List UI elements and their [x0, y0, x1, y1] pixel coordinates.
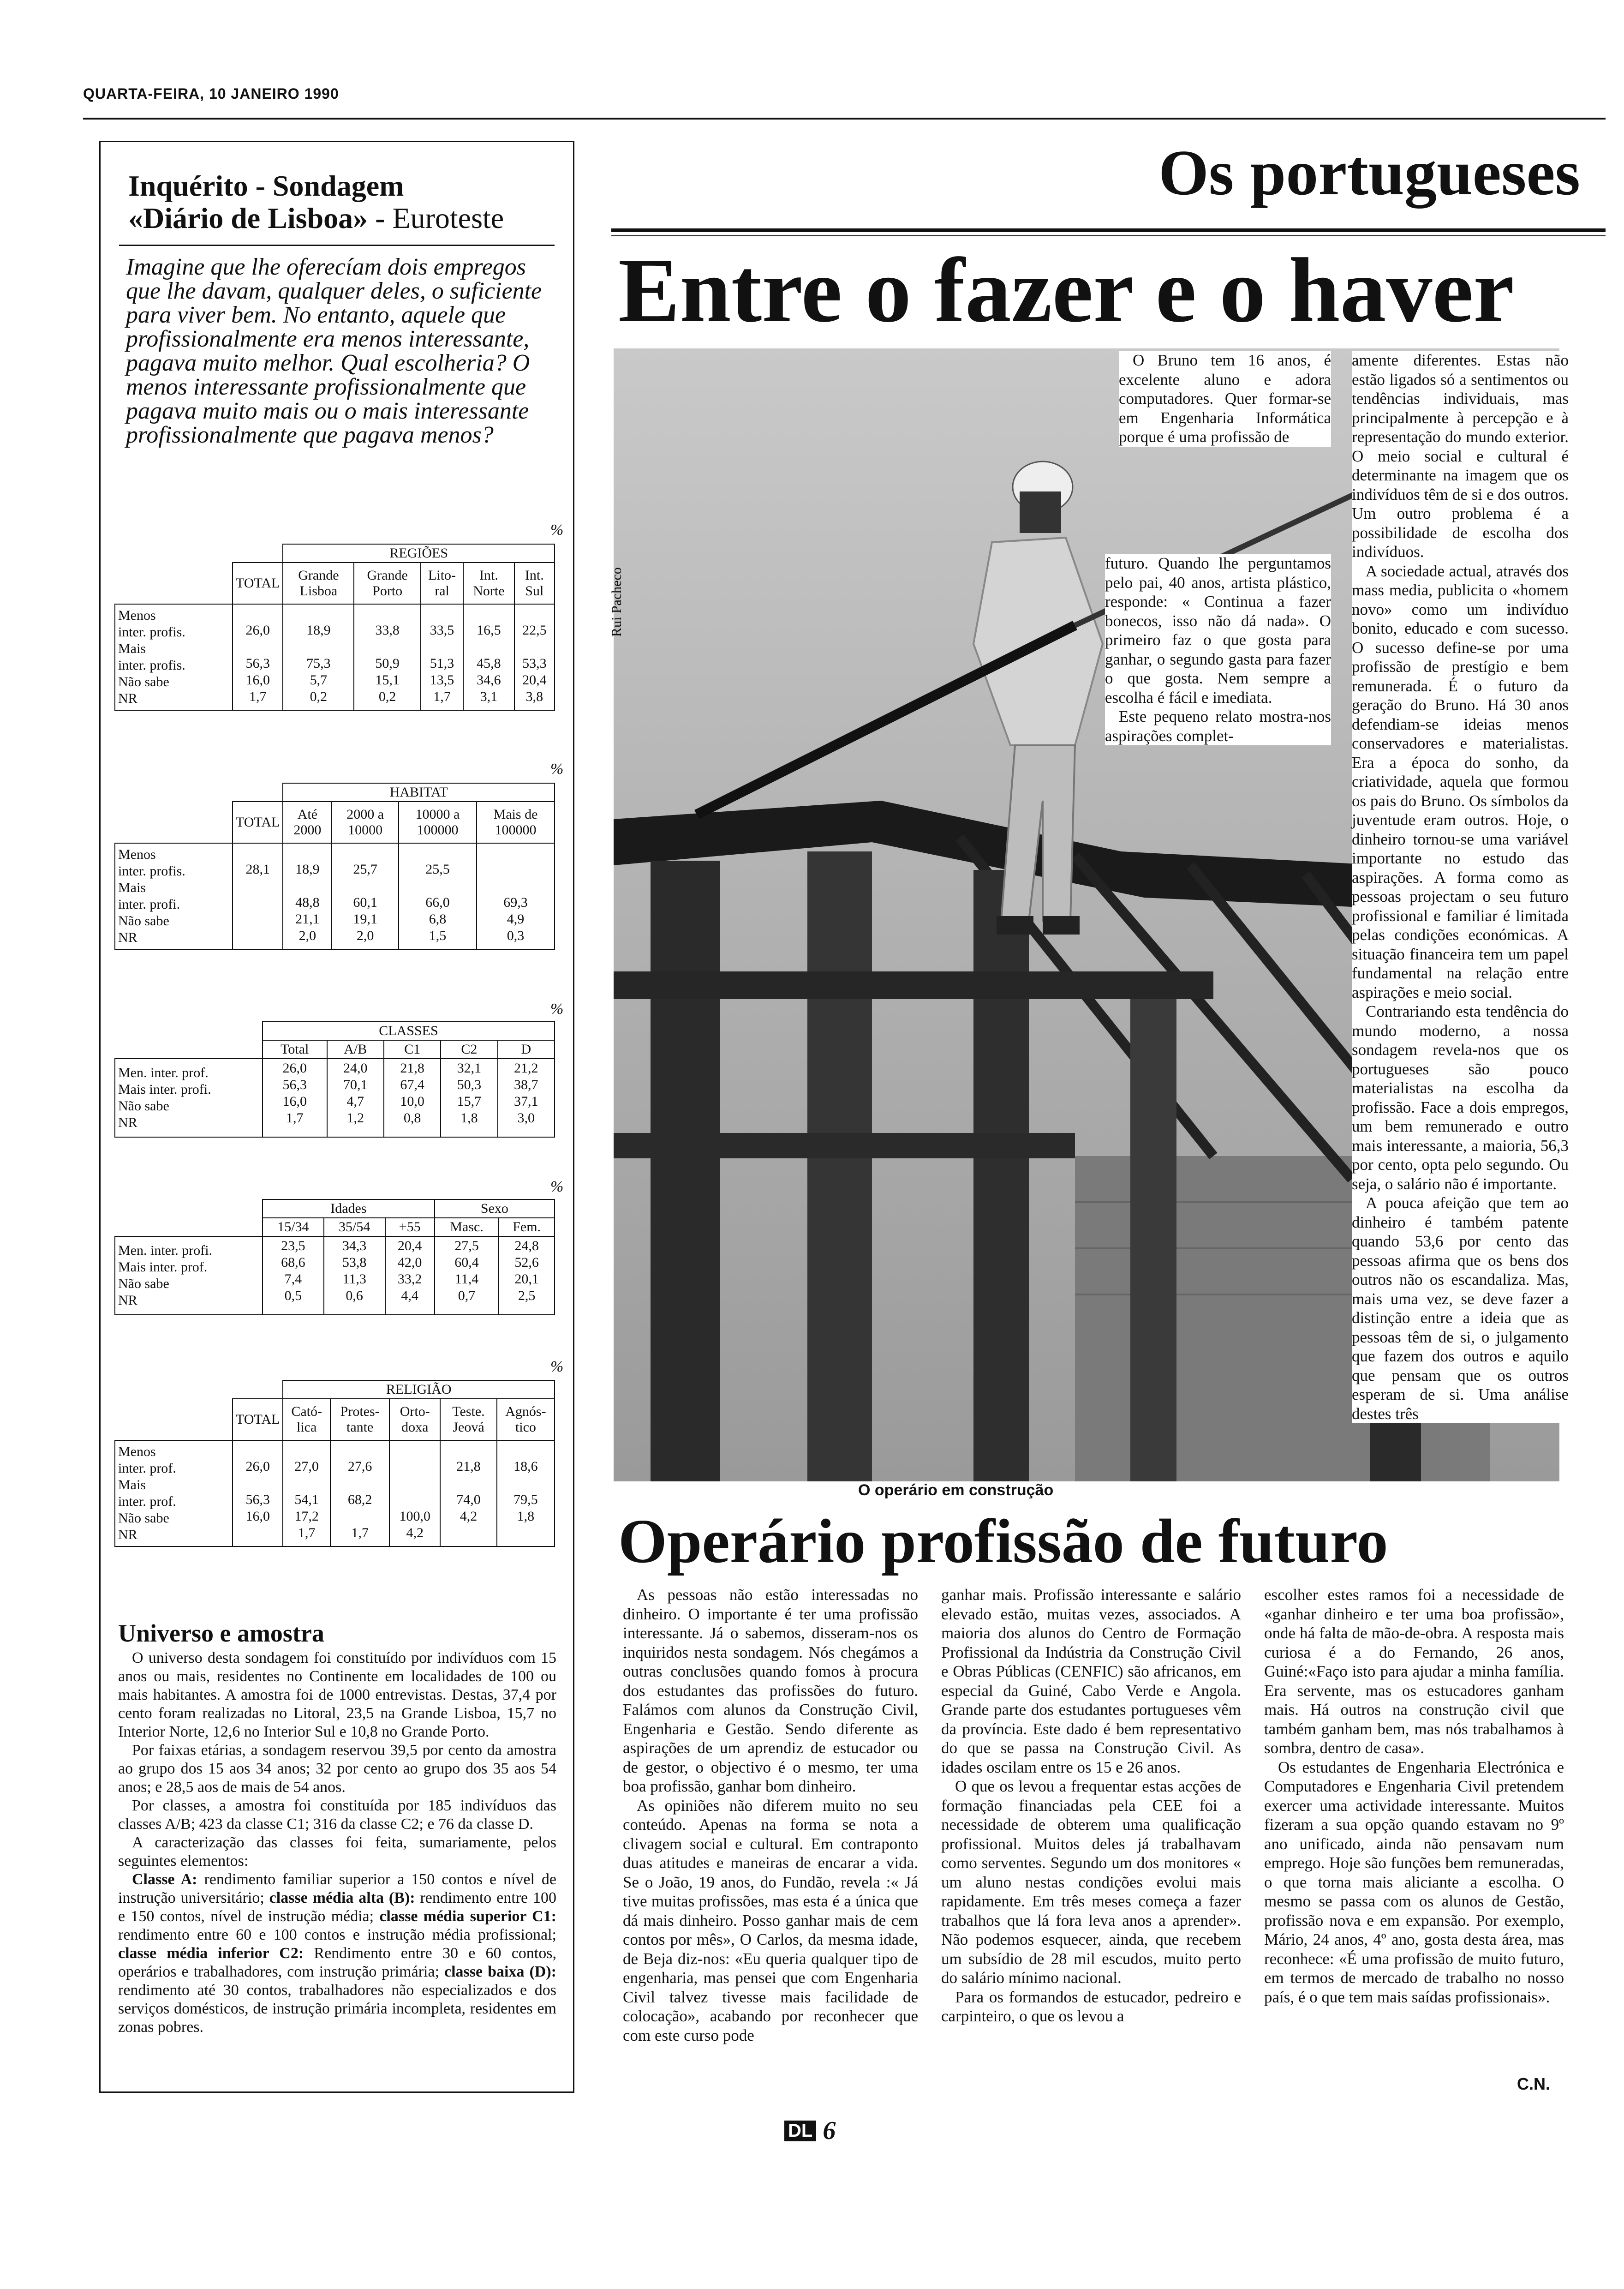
article2-paragraph: ganhar mais. Profissão interessante e salário elevado estão, muitas vezes, associados. A maioria dos alunos do Centro de Formação Profissional da Indústria da Construção Civil e Obras Públicas (CENFIC) são africanos, em especial da Guiné, Cabo Verde e Angola. Grande parte dos estudantes portugueses vêm da província. Este dado é bem representativo do que se passa na Construção Civil. As idades oscilam entre os 15 e 26 anos.	[941, 1586, 1241, 1776]
table-classes	[114, 1021, 555, 1138]
col-header: Grande Lisboa	[283, 563, 354, 604]
dateline: QUARTA-FEIRA, 10 JANEIRO 1990	[83, 85, 339, 102]
universe-paragraph: Por classes, a amostra foi constituída por 185 indivíduos das classes A/B; 423 da classe C1; 316 da classe C2; e 76 da classe D.	[118, 1797, 556, 1833]
col-header: Total	[263, 1040, 327, 1059]
article1-paragraph: A pouca afeição que tem ao dinheiro é também patente quando 53,6 por cento das pessoas afirma que os bens dos outros não os escandaliza. Mas, mais uma vez, se deve fazer a distinção entre a ideia que as pessoas têm de si, o julgamento que fazem dos outros e aquilo que pensam que os outros esperam de si. Uma análise destes três	[1352, 1194, 1569, 1423]
class-label: classe média inferior C2:	[118, 1945, 304, 1962]
pct-mark: %	[550, 1001, 564, 1018]
col-header: 35/54	[324, 1218, 385, 1236]
class-text: rendimento entre 100 e 150 contos, nível de instrução média;	[118, 1889, 556, 1925]
article2-paragraph: Os estudantes de Engenharia Electrónica e Computadores e Engenharia Civil pretendem exercer uma actividade interessante. Muitos fizeram a sua opção quando estavam no 9º ano unificado, ainda não pensavam num emprego. Hoje são funções bem remuneradas, o que torna mais aliciante a escolha. O mesmo se passa com os alunos de Gestão, profissão nova e em expansão. Por exemplo, Mário, 24 anos, 4º ano, gosta desta área, mas reconhece: «É uma profissão de muito futuro, em termos de mercado de trabalho no nosso país, é o que tem mais saídas profissionais».	[1264, 1758, 1564, 2006]
col-header: Agnós-tico	[497, 1399, 555, 1440]
article2-paragraph: As opiniões não diferem muito no seu conteúdo. Apenas na forma se nota a clivagem social e cultural. Em contraponto duas atitudes e maneiras de encarar a vida. Se o João, 19 anos, do Fundão, revela :« Já tive muitas profissões, mas esta é a única que dá mais dinheiro. Posso ganhar mais de cem contos por mês», O Carlos, da mesma idade, de Beja diz-nos: «Eu queria qualquer tipo de engenharia, mas pensei que com Engenharia Civil talvez tivesse mais facilidade de colocação», acabando por reconhecer que com este curso pode	[623, 1796, 918, 2044]
col-header: Int. Norte	[463, 563, 514, 604]
class-label: classe baixa (D):	[444, 1963, 556, 1980]
col-header: Mais de 100000	[477, 802, 555, 843]
col-values: 34,3 53,8 11,3 0,6	[324, 1236, 385, 1315]
col-header: Masc.	[435, 1218, 499, 1236]
table-religion	[114, 1380, 555, 1547]
page-number	[784, 2114, 836, 2145]
col-values: 28,1	[233, 843, 283, 949]
col-values: 23,5 68,6 7,4 0,5	[263, 1236, 324, 1315]
table-age-sex	[114, 1199, 555, 1315]
survey-title-paper: «Diário de Lisboa» -	[128, 202, 393, 234]
main-headline: Entre o fazer e o haver	[618, 240, 1514, 342]
col-values: 33,8 50,9 15,1 0,2	[354, 604, 420, 710]
universe-paragraph: A caracterização das classes foi feita, sumariamente, pelos seguintes elementos:	[118, 1834, 556, 1870]
article2-paragraph: escolher estes ramos foi a necessidade de «ganhar dinheiro e ter uma boa profissão», onde há falta de mão-de-obra. A resposta mais curiosa é a do Fernando, 26 anos, Guiné:«Faço isto para ajudar a minha família. Era servente, mas os estucadores ganham mais. Há outros na construção civil que também ganham bem, mas nós trabalhamos à sombra, dentro de casa».	[1264, 1586, 1564, 1757]
col-header: Protes-tante	[330, 1399, 389, 1440]
class-text: rendimento entre 60 e 100 contos e instrução média profissional;	[118, 1926, 556, 1943]
col-values: 22,5 53,3 20,4 3,8	[514, 604, 555, 710]
religion-group: RELIGIÃO	[283, 1380, 555, 1399]
author-signature: C.N.	[1517, 2074, 1550, 2093]
col-values: 27,5 60,4 11,4 0,7	[435, 1236, 499, 1315]
col-values: 27,6 68,2 1,7	[330, 1440, 389, 1546]
universe-paragraph: Por faixas etárias, a sondagem reservou 39,5 por cento da amostra ao grupo dos 15 aos 34 anos; 32 por cento ao grupo dos 35 aos 54 anos; e 28,5 aos de mais de 54 anos.	[118, 1742, 556, 1796]
class-definitions	[118, 1870, 556, 2037]
col-header: TOTAL	[233, 563, 283, 604]
page-number-value: 6	[823, 2116, 836, 2145]
article2-paragraph: Para os formandos de estucador, pedreiro e carpinteiro, o que os levou a	[941, 1988, 1241, 2025]
col-header: C1	[384, 1040, 441, 1059]
universe-paragraph: O universo desta sondagem foi constituído por indivíduos com 15 anos ou mais, residentes no Continente em localidades de 100 ou mais habitantes. A amostra foi de 1000 entrevistas. Destas, 37,4 por cento foram realizadas no Litoral, 23,5 na Grande Lisboa, 15,7 no Interior Norte, 12,6 no Interior Sul e 10,8 no Grande Porto.	[118, 1649, 556, 1740]
col-values: 33,5 51,3 13,5 1,7	[421, 604, 463, 710]
universe-title: Universo e amostra	[118, 1619, 324, 1647]
article1-paragraph: Contrariando esta tendência do mundo moderno, a nossa sondagem revela-nos que os portugueses são pouco materialistas na escolha da profissão. Face a dois empregos, um bem remunerado e outro mais interessante, a maioria, 56,3 por cento, opta pelo segundo. Ou seja, o salário não é importante.	[1352, 1002, 1569, 1193]
survey-box	[99, 141, 574, 2093]
survey-title-pollster: Euroteste	[392, 202, 504, 234]
class-label: classe média superior C1:	[379, 1908, 556, 1925]
col-values: 27,0 54,1 17,2 1,7	[283, 1440, 330, 1546]
article1-column3	[1352, 351, 1569, 1423]
regions-group: REGIÕES	[283, 544, 555, 563]
row-labels: Menos inter. profis. Mais inter. profi. Não sabe NR	[115, 843, 233, 949]
col-header: Int. Sul	[514, 563, 555, 604]
pct-mark: %	[550, 761, 564, 778]
article1-paragraph: A sociedade actual, através dos mass media, publicita o «homem novo» como um indivíduo bonito, educado e com sucesso. O sucesso define-se por uma profissão de prestígio e bem remunerada. É o futuro da geração do Bruno. Há 30 anos defendiam-se ideias menos conservadores e materialistas. Era a época do sonho, da criatividade, aquela que formou os pais do Bruno. Os símbolos da juventude eram outros. Hoje, o dinheiro tornou-se uma variável importante no estudo das aspirações. A forma como as pessoas projectam o seu futuro profissional e familiar é limitada pelas condições económicas. A situação financeira tem um papel fundamental na relação entre aspirações e meio social.	[1352, 562, 1569, 1001]
article2-column3	[1264, 1585, 1564, 2007]
col-header: Lito-ral	[421, 563, 463, 604]
universe-text	[118, 1649, 556, 2037]
article1-paragraph: futuro. Quando lhe perguntamos pelo pai, 40 anos, artista plástico, responde: « Continua a fazer bonecos, isso não dá nada». O primeiro faz o que gosta para ganhar, o segundo gasta para fazer o que gosta. Nem sempre a escolha é fácil e imediata.	[1105, 554, 1331, 707]
class-label: Classe A:	[132, 1871, 197, 1888]
col-values: 100,0 4,2	[389, 1440, 440, 1546]
col-values: 21,8 67,4 10,0 0,8	[384, 1059, 441, 1137]
col-values: 16,5 45,8 34,6 3,1	[463, 604, 514, 710]
class-text: rendimento até 30 contos, trabalhadores não especializados e dos serviços domésticos, de instrução primária incompleta, residentes em zonas pobres.	[118, 1982, 556, 2036]
col-header: 2000 a 10000	[332, 802, 399, 843]
col-values: 20,4 42,0 33,2 4,4	[385, 1236, 435, 1315]
col-values: 18,9 75,3 5,7 0,2	[283, 604, 354, 710]
kicker-rule	[611, 228, 1606, 232]
article2-column1	[623, 1585, 918, 2045]
class-text: Rendimento entre 30 e 60 contos, operários e trabalhadores, com instrução primária;	[118, 1945, 556, 1980]
kicker-rule-thin	[611, 235, 1606, 236]
col-values: 18,9 48,8 21,1 2,0	[283, 843, 332, 949]
sex-group: Sexo	[435, 1199, 555, 1218]
col-values: 26,0 56,3 16,0 1,7	[263, 1059, 327, 1137]
pct-mark: %	[550, 521, 564, 539]
col-header: Grande Porto	[354, 563, 420, 604]
article2-paragraph: O que os levou a frequentar estas acções de formação financiadas pela CEE foi a necessidade de obterem uma qualificação profissional. Muitos deles já trabalhavam como serventes. Segundo um dos monitores « um aluno nestas condições evolui mais rapidamente. Em três meses começa a fazer trabalhos que lá fora leva anos a aprender». Não podemos esquecer, ainda, que recebem um subsídio de 28 mil escudos, muito perto do salário mínimo nacional.	[941, 1777, 1241, 1987]
age-group: Idades	[263, 1199, 435, 1218]
top-rule	[83, 118, 1606, 120]
col-values: 24,8 52,6 20,1 2,5	[499, 1236, 555, 1315]
pct-mark: %	[550, 1178, 564, 1195]
article2-paragraph: As pessoas não estão interessadas no dinheiro. O importante é ter uma profissão interessante. Já o sabemos, disseram-nos os inquiridos nesta sondagem. Nós chegámos a outras conclusões quando fomos à procura dos estudantes das profissões do futuro. Falámos com alunos da Construção Civil, Engenharia e Gestão. Sendo diferente as aspirações de um aprendiz de estucador ou de gestor, o objectivo é o mesmo, ter uma boa profissão, ganhar bom dinheiro.	[623, 1586, 918, 1795]
col-header: Fem.	[499, 1218, 555, 1236]
class-label: classe média alta (B):	[269, 1889, 415, 1906]
table-regions	[114, 544, 555, 711]
col-header: A/B	[327, 1040, 384, 1059]
article1-middle	[1105, 554, 1331, 745]
col-values: 24,0 70,1 4,7 1,2	[327, 1059, 384, 1137]
col-values: 69,3 4,9 0,3	[477, 843, 555, 949]
col-header: Cató-lica	[283, 1399, 330, 1440]
photo-caption: O operário em construção	[858, 1481, 1054, 1499]
pct-mark: %	[550, 1358, 564, 1375]
col-header: 15/34	[263, 1218, 324, 1236]
table-habitat	[114, 783, 555, 950]
article2-column2	[941, 1585, 1241, 2026]
habitat-group: HABITAT	[283, 783, 555, 802]
col-header: Teste. Jeová	[440, 1399, 497, 1440]
col-header: +55	[385, 1218, 435, 1236]
col-values: 21,2 38,7 37,1 3,0	[498, 1059, 555, 1137]
article1-intro	[1119, 351, 1331, 447]
col-values: 21,8 74,0 4,2	[440, 1440, 497, 1546]
photo-credit: Rui Pacheco	[609, 567, 624, 637]
col-header: TOTAL	[233, 1399, 283, 1440]
col-values: 26,0 56,3 16,0	[233, 1440, 283, 1546]
col-header: D	[498, 1040, 555, 1059]
survey-title-line2	[128, 202, 504, 234]
col-values: 25,7 60,1 19,1 2,0	[332, 843, 399, 949]
col-values: 32,1 50,3 15,7 1,8	[441, 1059, 497, 1137]
article1-paragraph: amente diferentes. Estas não estão ligados só a sentimentos ou tendências individuais, mas principalmente à percepção e à representação do mundo exterior. O meio social e cultural é determinante na imagem que os indivíduos têm de si e dos outros. Um outro problema é a possibilidade de escolha dos indivíduos.	[1352, 351, 1569, 561]
article1-paragraph: O Bruno tem 16 anos, é excelente aluno e adora computadores. Quer formar-se em Engenharia Informática porque é uma profissão de	[1119, 351, 1331, 446]
section-kicker: Os portugueses	[1158, 137, 1580, 209]
second-headline: Operário profissão de futuro	[618, 1507, 1388, 1576]
col-values: 18,6 79,5 1,8	[497, 1440, 555, 1546]
col-header: Até 2000	[283, 802, 332, 843]
row-labels: Men. inter. profi. Mais inter. prof. Não sabe NR	[115, 1236, 263, 1315]
article1-paragraph: Este pequeno relato mostra-nos aspirações complet-	[1105, 707, 1331, 745]
col-header: 10000 a 100000	[399, 802, 477, 843]
survey-rule	[119, 245, 555, 246]
row-labels: Menos inter. prof. Mais inter. prof. Não sabe NR	[115, 1440, 233, 1546]
survey-title-line1: Inquérito - Sondagem	[128, 169, 404, 202]
col-header: TOTAL	[233, 802, 283, 843]
classes-group: CLASSES	[263, 1022, 555, 1040]
class-text: rendimento familiar superior a 150 contos e nível de instrução universitário;	[118, 1871, 556, 1906]
survey-title	[128, 170, 504, 234]
row-labels: Menos inter. profis. Mais inter. profis. Não sabe NR	[115, 604, 233, 710]
col-header: Orto-doxa	[389, 1399, 440, 1440]
col-values: 26,0 56,3 16,0 1,7	[233, 604, 283, 710]
row-labels: Men. inter. prof. Mais inter. profi. Não sabe NR	[115, 1059, 263, 1137]
col-header: C2	[441, 1040, 497, 1059]
newspaper-logo: DL	[784, 2121, 816, 2141]
col-values: 25,5 66,0 6,8 1,5	[399, 843, 477, 949]
survey-question: Imagine que lhe oferecíam dois empregos que lhe davam, qualquer deles, o suficiente para viver bem. No entanto, aquele que profissionalmente era menos interessante, pagava muito melhor. Qual escolheria? O menos interessante profissionalmente que pagava muito mais ou o mais interessante profissionalmente que pagava menos?	[126, 254, 542, 448]
